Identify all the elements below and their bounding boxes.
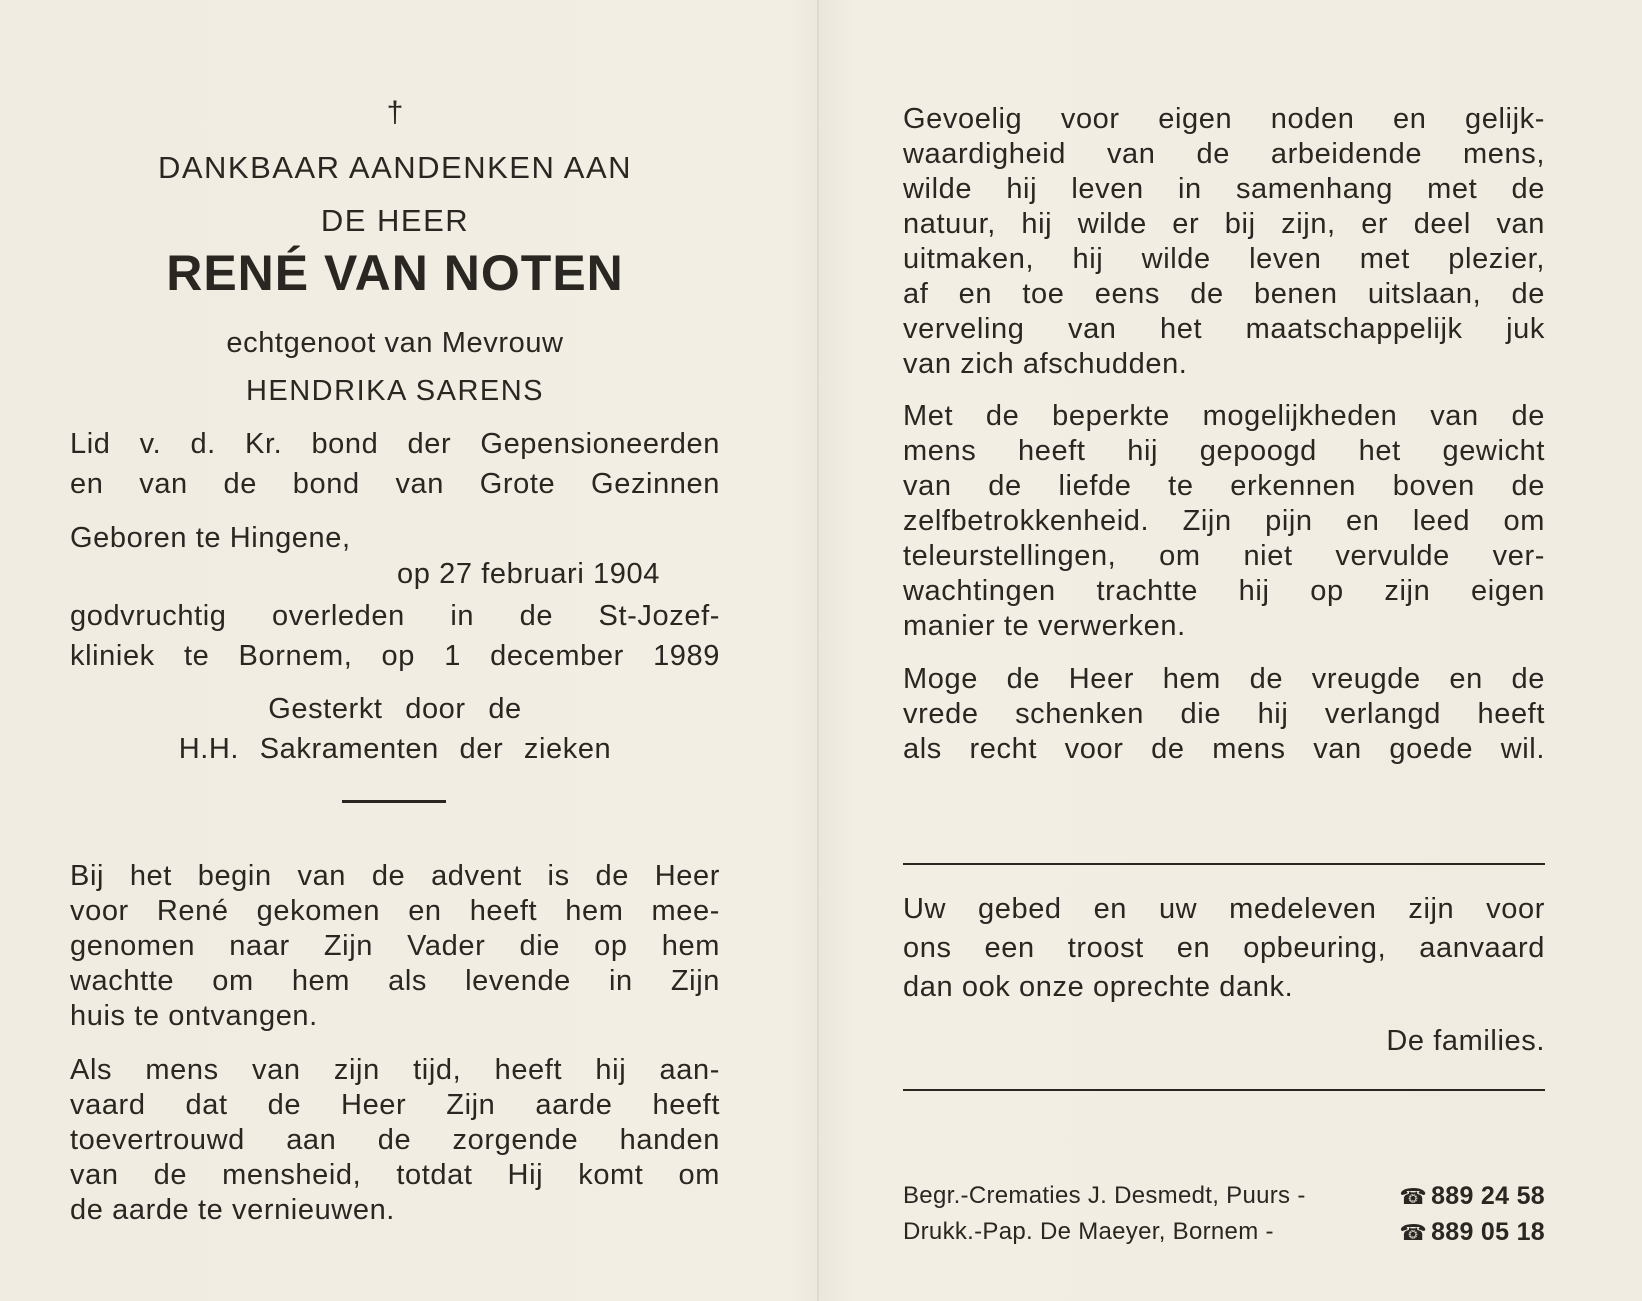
right-paragraph-1-line-6: af en toe eens de benen uitslaan, de (903, 278, 1545, 310)
thanks-line-3: dan ook onze oprechte dank. (903, 971, 1294, 1003)
right-paragraph-1-line-1: Gevoelig voor eigen noden en gelijk- (903, 103, 1545, 135)
cross-symbol: † (386, 96, 404, 129)
right-paragraph-3-line-3: als recht voor de mens van goede wil. (903, 733, 1545, 765)
paragraph-1-line-2: voor René gekomen en heeft hem mee- (70, 895, 720, 927)
right-panel (903, 0, 1545, 1301)
death-line-2: kliniek te Bornem, op 1 december 1989 (70, 640, 720, 672)
deceased-name: RENÉ VAN NOTEN (166, 245, 624, 301)
right-paragraph-1-line-4: natuur, hij wilde er bij zijn, er deel van (903, 208, 1545, 240)
paragraph-1-line-3: genomen naar Zijn Vader die op hem (70, 930, 720, 962)
printer-2-phone-group (1399, 1218, 1545, 1247)
heading-line-2: DE HEER (320, 203, 470, 238)
thanks-line-1: Uw gebed en uw medeleven zijn voor (903, 893, 1545, 925)
right-paragraph-2-line-7: manier te verwerken. (903, 610, 1186, 642)
printer-1-phone-group (1399, 1182, 1545, 1211)
printer-2-name: Drukk.-Pap. De Maeyer, Bornem - (903, 1218, 1274, 1245)
right-paragraph-1-line-8: van zich afschudden. (903, 348, 1188, 380)
sacraments-line-1: Gesterkt door de (268, 693, 522, 725)
sacraments-line-2: H.H. Sakramenten der zieken (178, 733, 612, 765)
left-panel (70, 0, 720, 1301)
right-paragraph-3-line-2: vrede schenken die hij verlangd heeft (903, 698, 1545, 730)
right-paragraph-2-line-3: van de liefde te erkennen boven de (903, 470, 1545, 502)
paragraph-2-line-2: vaard dat de Heer Zijn aarde heeft (70, 1089, 720, 1121)
paragraph-1-line-5: huis te ontvangen. (70, 1000, 318, 1032)
birth-date: op 27 februari 1904 (397, 558, 660, 590)
paragraph-2-line-1: Als mens van zijn tijd, heeft hij aan- (70, 1054, 720, 1086)
right-paragraph-2-line-6: wachtingen trachtte hij op zijn eigen (903, 575, 1545, 607)
spouse-name: HENDRIKA SARENS (245, 375, 545, 407)
right-paragraph-2-line-2: mens heeft hij gepoogd het gewicht (903, 435, 1545, 467)
right-paragraph-1-line-2: waardigheid van de arbeidende mens, (903, 138, 1545, 170)
paragraph-1-line-1: Bij het begin van de advent is de Heer (70, 860, 720, 892)
right-paragraph-1-line-7: verveling van het maatschappelijk juk (903, 313, 1545, 345)
right-paragraph-2-line-4: zelfbetrokkenheid. Zijn pijn en leed om (903, 505, 1545, 537)
membership-line-1: Lid v. d. Kr. bond der Gepensioneerden (70, 428, 720, 460)
right-paragraph-2-line-5: teleurstellingen, om niet vervulde ver- (903, 540, 1545, 572)
heading-line-1: DANKBAAR AANDENKEN AAN (157, 150, 633, 185)
signature: De families. (1386, 1025, 1545, 1057)
divider-top (903, 863, 1545, 865)
paragraph-2-line-5: de aarde te vernieuwen. (70, 1194, 395, 1226)
spouse-line: echtgenoot van Mevrouw (226, 327, 564, 359)
paragraph-2-line-4: van de mensheid, totdat Hij komt om (70, 1159, 720, 1191)
right-paragraph-3-line-1: Moge de Heer hem de vreugde en de (903, 663, 1545, 695)
printer-line-2 (903, 1218, 1545, 1246)
fold-line (817, 0, 819, 1301)
right-paragraph-2-line-1: Met de beperkte mogelijkheden van de (903, 400, 1545, 432)
divider-bottom (903, 1089, 1545, 1091)
birth-place: Geboren te Hingene, (70, 522, 351, 554)
thanks-line-2: ons een troost en opbeuring, aanvaard (903, 932, 1545, 964)
death-line-1: godvruchtig overleden in de St-Jozef- (70, 600, 720, 632)
membership-line-2: en van de bond van Grote Gezinnen (70, 468, 720, 500)
telephone-icon: ☎ (1399, 1184, 1428, 1209)
right-paragraph-1-line-5: uitmaken, hij wilde leven met plezier, (903, 243, 1545, 275)
paragraph-2-line-3: toevertrouwd aan de zorgende handen (70, 1124, 720, 1156)
printer-line-1 (903, 1182, 1545, 1210)
printer-1-phone: 889 24 58 (1431, 1182, 1545, 1210)
paragraph-1-line-4: wachtte om hem als levende in Zijn (70, 965, 720, 997)
right-paragraph-1-line-3: wilde hij leven in samenhang met de (903, 173, 1545, 205)
printer-2-phone: 889 05 18 (1431, 1218, 1545, 1246)
telephone-icon: ☎ (1399, 1220, 1428, 1245)
separator-dash (342, 800, 446, 803)
printer-1-name: Begr.-Crematies J. Desmedt, Puurs - (903, 1182, 1306, 1209)
